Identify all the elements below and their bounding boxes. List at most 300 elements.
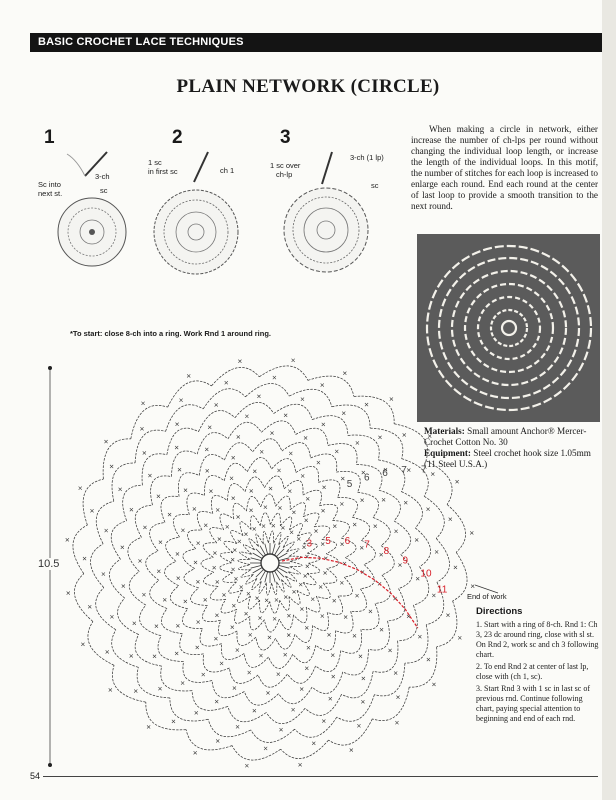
chart-chain-loop xyxy=(279,687,313,704)
step-3-label-c: 3-ch (1 lp) xyxy=(350,153,384,162)
chart-sc-mark xyxy=(353,523,356,526)
chart-chain-loop xyxy=(140,605,162,636)
chart-sc-mark xyxy=(277,469,280,472)
chart-sc-mark xyxy=(245,764,248,767)
chart-sc-mark xyxy=(407,469,410,472)
chart-chain-loop xyxy=(375,575,390,604)
chart-sc-mark xyxy=(236,648,239,651)
chart-sc-mark xyxy=(202,673,205,676)
page-gutter xyxy=(602,0,616,800)
chart-chain-loop xyxy=(358,492,379,517)
chart-chain-loop xyxy=(316,631,336,651)
step-3-label-d: sc xyxy=(371,181,379,190)
chart-sc-mark xyxy=(321,614,324,617)
chart-sc-mark xyxy=(297,537,300,540)
chart-chain-loop xyxy=(238,559,250,564)
chart-sc-mark xyxy=(301,474,304,477)
chart-chain-loop xyxy=(290,561,302,566)
chart-sc-mark xyxy=(230,477,233,480)
chart-chain-loop xyxy=(135,635,162,667)
chart-chain-loop xyxy=(261,421,295,435)
chart-sc-mark xyxy=(341,477,344,480)
chart-sc-mark xyxy=(265,599,268,602)
intro-paragraph: When making a circle in network, either increase the number of ch-lps per round without changing the individual loop length, or increase the length of the individual loops. In this motif, the number of stitches for each loop is increased to enlarge each round. End each round at the center of last loop to provide a smooth transition to the next round. xyxy=(411,124,599,211)
chart-sc-mark xyxy=(213,566,216,569)
chart-sc-mark xyxy=(215,614,218,617)
chart-sc-mark xyxy=(81,643,84,646)
chart-sc-mark xyxy=(388,649,391,652)
chart-sc-mark xyxy=(257,395,260,398)
chart-sc-mark xyxy=(181,529,184,532)
chart-sc-mark xyxy=(216,739,219,742)
chart-chain-loop xyxy=(305,694,341,715)
chart-chain-loop xyxy=(374,663,405,696)
chart-chain-loop xyxy=(264,476,284,489)
chart-chain-loop xyxy=(182,609,202,629)
chart-chain-loop xyxy=(212,367,260,385)
chart-sc-mark xyxy=(356,441,359,444)
chart-chain-loop xyxy=(199,454,224,475)
chart-sc-mark xyxy=(83,557,86,560)
chart-sc-mark xyxy=(304,574,307,577)
chart-sc-mark xyxy=(187,374,190,377)
chart-sc-mark xyxy=(317,461,320,464)
start-note: *To start: close 8-ch into a ring. Work Rnd 1 around ring. xyxy=(70,329,271,338)
chart-sc-mark xyxy=(67,592,70,595)
dimension-label: 10.5 xyxy=(38,558,60,570)
chart-sc-mark xyxy=(426,508,429,511)
chart-sc-mark xyxy=(264,747,267,750)
chart-chain-loop xyxy=(316,651,341,672)
chart-chain-loop xyxy=(312,416,348,436)
end-of-work-label: End of work xyxy=(467,592,507,601)
chart-sc-mark xyxy=(232,456,235,459)
chart-chain-loop xyxy=(123,485,143,521)
chart-sc-mark xyxy=(248,671,251,674)
chart-sc-mark xyxy=(238,540,241,543)
chart-sc-mark xyxy=(287,634,290,637)
chart-chain-loop xyxy=(91,544,104,588)
chart-sc-mark xyxy=(292,359,295,362)
chart-sc-mark xyxy=(233,549,236,552)
chart-sc-mark xyxy=(176,552,179,555)
chart-sc-mark xyxy=(104,440,107,443)
chart-sc-mark xyxy=(446,614,449,617)
chart-sc-mark xyxy=(177,577,180,580)
chart-dc-stitch xyxy=(272,544,275,555)
chart-sc-mark xyxy=(237,435,240,438)
chart-chain-loop xyxy=(249,539,259,551)
chart-sc-mark xyxy=(292,708,295,711)
chart-round-number: 6 xyxy=(364,472,370,484)
chart-chain-loop xyxy=(436,538,449,582)
chart-chain-loop xyxy=(401,492,422,528)
chart-sc-mark xyxy=(140,427,143,430)
chart-sc-mark xyxy=(178,468,181,471)
chart-sc-mark xyxy=(247,592,250,595)
step-2-label-b: in first sc xyxy=(148,167,178,176)
chart-chain-loop xyxy=(352,517,370,540)
chart-chain-loop xyxy=(290,503,305,517)
chart-sc-mark xyxy=(359,655,362,658)
chart-chain-loop xyxy=(282,443,311,458)
chart-chain-loop xyxy=(187,530,202,549)
chart-sc-mark xyxy=(106,650,109,653)
chart-sc-mark xyxy=(142,593,145,596)
chart-chain-loop xyxy=(203,572,218,586)
chart-sc-mark xyxy=(253,470,256,473)
chart-chain-loop xyxy=(284,480,303,495)
chart-sc-mark xyxy=(110,615,113,618)
chart-sc-mark xyxy=(206,469,209,472)
chart-sc-mark xyxy=(215,403,218,406)
chart-sc-mark xyxy=(360,546,363,549)
chart-sc-mark xyxy=(290,531,293,534)
chart-sc-mark xyxy=(249,509,252,512)
chart-sc-mark xyxy=(141,402,144,405)
chart-chain-loop xyxy=(151,476,172,505)
chart-chain-loop xyxy=(112,630,139,668)
chart-sc-mark xyxy=(266,691,269,694)
chart-sc-mark xyxy=(197,542,200,545)
chart-dc-stitch xyxy=(265,572,268,583)
chart-sc-mark xyxy=(431,472,434,475)
chart-chain-loop xyxy=(373,517,390,545)
step-3-label-b: ch-lp xyxy=(276,170,293,179)
step-1-label-c: 3-ch xyxy=(95,172,110,181)
chart-chain-loop xyxy=(167,428,199,455)
chart-sc-mark xyxy=(301,398,304,401)
chart-chain-loop xyxy=(111,521,126,560)
chart-sc-mark xyxy=(284,414,287,417)
chart-chain-loop xyxy=(201,557,214,572)
chart-sc-mark xyxy=(305,519,308,522)
chart-chain-loop xyxy=(281,576,291,588)
chart-chain-loop xyxy=(426,461,452,505)
chart-sc-mark xyxy=(458,636,461,639)
chart-chain-loop xyxy=(237,590,250,602)
chart-sc-mark xyxy=(175,446,178,449)
chart-chain-loop xyxy=(313,612,329,630)
chart-sc-mark xyxy=(355,594,358,597)
chart-chain-loop xyxy=(74,574,92,622)
chart-chain-loop xyxy=(199,411,235,432)
chart-sc-mark xyxy=(231,558,234,561)
chart-sc-mark xyxy=(311,598,314,601)
chart-sc-mark xyxy=(196,646,199,649)
chart-chain-loop xyxy=(197,511,213,530)
chart-chain-loop xyxy=(230,668,259,683)
chart-chain-loop xyxy=(447,505,465,553)
chart-sc-mark xyxy=(231,568,234,571)
chart-dc-stitch xyxy=(265,544,268,555)
chart-chain-loop xyxy=(170,586,188,609)
chart-chain-loop xyxy=(248,596,259,609)
chart-sc-mark xyxy=(163,598,166,601)
chart-round-number-red: 11 xyxy=(436,584,448,596)
chart-sc-mark xyxy=(327,633,330,636)
chart-chain-loop xyxy=(186,730,232,750)
chart-sc-mark xyxy=(216,508,219,511)
chart-chain-loop xyxy=(311,454,337,472)
chart-sc-mark xyxy=(133,622,136,625)
chart-sc-mark xyxy=(256,597,259,600)
chart-round-number-red: 5 xyxy=(325,535,331,547)
chart-chain-loop xyxy=(283,542,295,552)
chart-sc-mark xyxy=(404,501,407,504)
chart-sc-mark xyxy=(130,654,133,657)
chart-sc-mark xyxy=(110,465,113,468)
chart-chain-loop xyxy=(244,653,268,667)
chart-chain-loop xyxy=(192,691,228,711)
chart-chain-loop xyxy=(290,524,303,536)
chart-sc-mark xyxy=(353,634,356,637)
chart-chain-loop xyxy=(266,583,271,595)
chart-chain-loop xyxy=(293,645,316,663)
chart-sc-mark xyxy=(270,431,273,434)
chart-chain-loop xyxy=(424,496,444,538)
chart-sc-mark xyxy=(88,605,91,608)
chart-chain-loop xyxy=(146,702,186,730)
chart-round-number-red: 6 xyxy=(344,535,351,547)
chart-sc-mark xyxy=(226,525,229,528)
chart-chain-loop xyxy=(261,494,276,507)
chart-chain-loop xyxy=(338,498,358,518)
chart-chain-loop xyxy=(83,479,103,525)
chart-sc-mark xyxy=(333,599,336,602)
chart-sc-mark xyxy=(394,671,397,674)
chart-sc-mark xyxy=(262,524,265,527)
chart-sc-mark xyxy=(289,452,292,455)
chart-chain-loop xyxy=(109,559,124,598)
chart-chain-loop xyxy=(268,531,273,543)
chart-sc-mark xyxy=(333,525,336,528)
chart-sc-mark xyxy=(105,529,108,532)
chart-sc-mark xyxy=(361,700,364,703)
chart-sc-mark xyxy=(179,399,182,402)
chart-chain-loop xyxy=(112,463,135,501)
chart-round-number-red: 7 xyxy=(364,539,370,551)
chart-chain-loop xyxy=(394,424,428,461)
chart-sc-mark xyxy=(292,511,295,514)
chart-sc-mark xyxy=(193,507,196,510)
chart-chain-loop xyxy=(247,458,271,472)
chart-chain-loop xyxy=(244,692,278,706)
chart-sc-mark xyxy=(454,566,457,569)
chart-sc-mark xyxy=(213,551,216,554)
chart-chain-loop xyxy=(170,698,208,721)
chart-chain-loop xyxy=(150,523,165,552)
chart-chain-loop xyxy=(205,475,225,495)
chart-sc-mark xyxy=(184,489,187,492)
chart-chain-loop xyxy=(361,604,379,630)
chart-sc-mark xyxy=(258,617,261,620)
chart-sc-mark xyxy=(362,677,365,680)
chart-sc-mark xyxy=(253,527,256,530)
step-3-label-a: 1 sc over xyxy=(270,161,301,170)
chart-chain-loop xyxy=(323,569,337,584)
chart-sc-mark xyxy=(449,518,452,521)
chart-sc-mark xyxy=(216,580,219,583)
chart-chain-loop xyxy=(272,582,277,595)
chart-sc-mark xyxy=(220,662,223,665)
chart-chain-loop xyxy=(264,619,279,632)
chart-sc-mark xyxy=(287,614,290,617)
step-1-number: 1 xyxy=(44,127,55,148)
direction-step-2: 2. To end Rnd 2 at center of last lp, close with (ch 1, sc). xyxy=(476,662,589,681)
chart-chain-loop xyxy=(266,708,305,723)
chart-sc-mark xyxy=(172,720,175,723)
chart-sc-mark xyxy=(119,488,122,491)
chart-chain-loop xyxy=(294,607,307,623)
chart-sc-mark xyxy=(390,397,393,400)
page-number: 54 xyxy=(30,771,41,781)
chart-sc-mark xyxy=(380,553,383,556)
chart-sc-mark xyxy=(321,542,324,545)
chart-chain-loop xyxy=(354,396,394,424)
chart-sc-mark xyxy=(143,451,146,454)
chart-chain-loop xyxy=(146,551,159,580)
chart-chain-loop xyxy=(191,588,208,606)
chart-chain-loop xyxy=(453,552,467,601)
chart-chain-loop xyxy=(183,662,212,683)
page-title: PLAIN NETWORK (CIRCLE) xyxy=(176,76,440,97)
chart-chain-loop xyxy=(308,376,354,396)
chart-sc-mark xyxy=(279,728,282,731)
chart-sc-mark xyxy=(307,646,310,649)
chart-sc-mark xyxy=(222,593,225,596)
chart-sc-mark xyxy=(335,450,338,453)
chart-sc-mark xyxy=(324,571,327,574)
chart-chain-loop xyxy=(437,601,457,647)
chart-dc-stitch xyxy=(251,558,262,561)
chart-sc-mark xyxy=(138,559,141,562)
chart-chain-loop xyxy=(258,674,287,687)
chart-sc-mark xyxy=(232,497,235,500)
chart-chain-loop xyxy=(232,746,281,760)
section-header-title: BASIC CROCHET LACE TECHNIQUES xyxy=(38,36,244,48)
directions-heading: Directions xyxy=(476,606,523,617)
chart-chain-loop xyxy=(348,435,379,460)
chart-sc-mark xyxy=(244,533,247,536)
chart-chain-loop xyxy=(166,537,180,561)
chart-sc-mark xyxy=(329,697,332,700)
chart-chain-loop xyxy=(253,439,282,452)
chart-chain-loop xyxy=(172,451,198,477)
chart-sc-mark xyxy=(284,653,287,656)
chart-sc-mark xyxy=(204,524,207,527)
chart-sc-mark xyxy=(240,585,243,588)
chart-sc-mark xyxy=(357,724,360,727)
chart-sc-mark xyxy=(155,625,158,628)
chart-round-number: 7 xyxy=(401,465,407,477)
materials-text: Small amount Anchor® Mercer-Crochet Cotton No. 30 xyxy=(424,426,587,447)
chart-chain-loop xyxy=(281,740,329,758)
chart-sc-mark xyxy=(278,506,281,509)
chart-sc-mark xyxy=(416,577,419,580)
chart-sc-mark xyxy=(143,526,146,529)
chart-sc-mark xyxy=(344,616,347,619)
chart-sc-mark xyxy=(427,658,430,661)
crochet-chart xyxy=(40,360,480,775)
chart-chain-loop xyxy=(279,615,293,630)
chart-chain-loop xyxy=(409,647,437,687)
chart-chain-loop xyxy=(270,600,280,613)
chart-chain-loop xyxy=(342,671,374,698)
chart-sc-mark xyxy=(456,480,459,483)
chart-chain-loop xyxy=(150,580,167,608)
chart-sc-mark xyxy=(195,711,198,714)
chart-sc-mark xyxy=(268,636,271,639)
chart-increase-path xyxy=(282,557,418,628)
chart-sc-mark xyxy=(380,628,383,631)
chart-sc-mark xyxy=(272,524,275,527)
chart-chain-loop xyxy=(184,569,199,588)
footer-rule xyxy=(43,776,598,777)
chart-sc-mark xyxy=(79,487,82,490)
chart-chain-loop xyxy=(161,609,182,634)
chart-sc-mark xyxy=(253,709,256,712)
chart-sc-mark xyxy=(158,687,161,690)
chart-sc-mark xyxy=(314,529,317,532)
chart-sc-mark xyxy=(394,530,397,533)
chart-dc-stitch xyxy=(272,572,275,583)
chart-chain-loop xyxy=(228,706,266,721)
chart-sc-mark xyxy=(332,675,335,678)
chart-sc-mark xyxy=(176,423,179,426)
chart-sc-mark xyxy=(245,415,248,418)
chart-chain-loop xyxy=(220,563,233,573)
chart-chain-loop xyxy=(203,389,245,409)
chart-chain-loop xyxy=(303,490,322,506)
chart-sc-mark xyxy=(275,598,278,601)
chart-sc-mark xyxy=(321,383,324,386)
chart-chain-loop xyxy=(369,621,390,650)
chart-chain-loop xyxy=(251,729,295,742)
chart-chain-loop xyxy=(260,513,270,526)
chart-sc-mark xyxy=(184,600,187,603)
chart-sc-mark xyxy=(234,577,237,580)
chart-sc-mark xyxy=(288,490,291,493)
chart-sc-mark xyxy=(147,725,150,728)
chart-sc-mark xyxy=(322,719,325,722)
chart-chain-loop xyxy=(237,631,256,646)
step-2-label-c: ch 1 xyxy=(220,166,235,175)
chart-chain-loop xyxy=(259,366,308,380)
chart-sc-mark xyxy=(470,531,473,534)
chart-chain-loop xyxy=(372,687,409,721)
chart-sc-mark xyxy=(168,513,171,516)
chart-sc-mark xyxy=(398,563,401,566)
chart-chain-loop xyxy=(360,565,374,589)
chart-sc-mark xyxy=(374,525,377,528)
chart-chain-loop xyxy=(166,405,204,432)
chart-chain-loop xyxy=(263,531,268,544)
chart-sc-mark xyxy=(153,655,156,658)
chart-chain-loop xyxy=(231,530,243,543)
chart-chain-loop xyxy=(250,616,265,630)
chart-chain-loop xyxy=(269,654,293,668)
chart-chain-loop xyxy=(211,495,227,513)
chart-chain-loop xyxy=(224,463,247,481)
step-1-illustration xyxy=(55,150,130,290)
chart-sc-mark xyxy=(306,497,309,500)
chart-chain-loop xyxy=(327,596,343,615)
chart-sc-mark xyxy=(194,751,197,754)
chart-sc-mark xyxy=(322,423,325,426)
chart-sc-mark xyxy=(432,683,435,686)
chart-chain-loop xyxy=(161,666,192,691)
